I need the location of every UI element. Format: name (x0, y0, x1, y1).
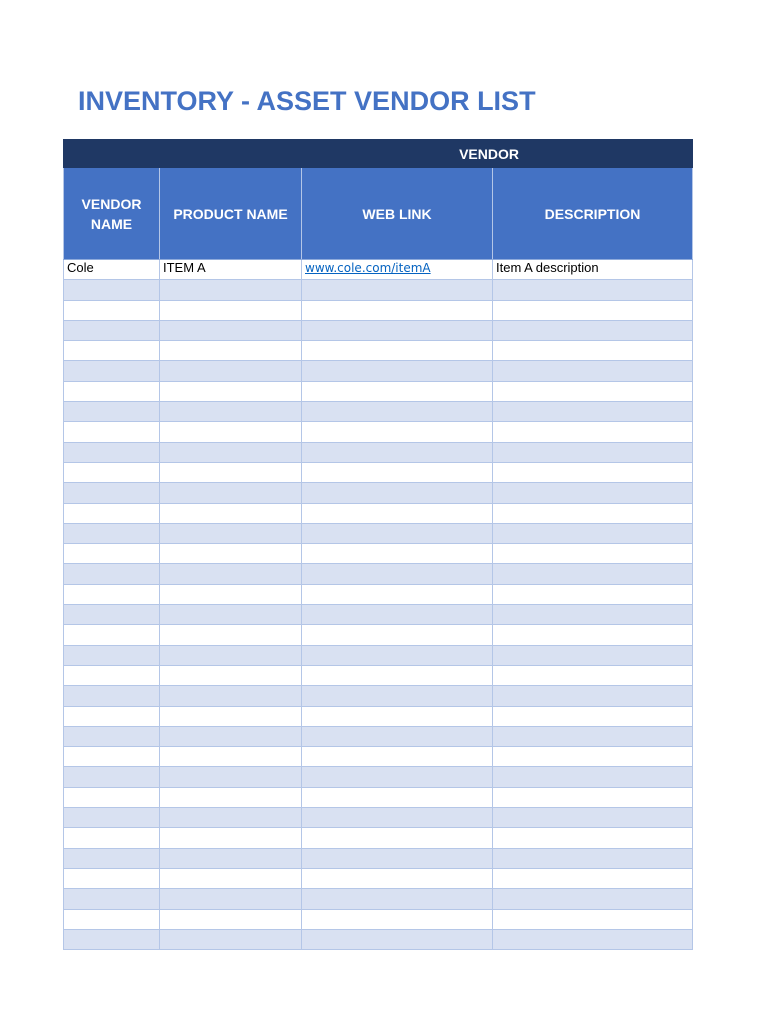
cell-web-link[interactable] (302, 260, 493, 280)
cell-product-name[interactable] (160, 726, 302, 746)
cell-web-link[interactable] (302, 341, 493, 361)
cell-vendor-name[interactable] (64, 767, 160, 787)
cell-description[interactable] (493, 868, 693, 888)
cell-description[interactable] (493, 341, 693, 361)
cell-description[interactable] (493, 808, 693, 828)
table-row (64, 929, 693, 949)
cell-description[interactable] (493, 605, 693, 625)
column-header-product-name: PRODUCT NAME (160, 168, 302, 260)
cell-description[interactable] (493, 767, 693, 787)
cell-web-link[interactable] (302, 442, 493, 462)
cell-product-name[interactable] (160, 442, 302, 462)
table-row (64, 523, 693, 543)
cell-description[interactable] (493, 929, 693, 949)
cell-description[interactable] (493, 381, 693, 401)
table-row (64, 665, 693, 685)
cell-product-name[interactable] (160, 706, 302, 726)
cell-description[interactable] (493, 483, 693, 503)
cell-description[interactable] (493, 280, 693, 300)
table-row (64, 767, 693, 787)
cell-vendor-name[interactable] (64, 828, 160, 848)
table-row (64, 544, 693, 564)
cell-web-link[interactable] (302, 747, 493, 767)
group-header-vendor (64, 140, 693, 168)
table-row (64, 686, 693, 706)
table-row (64, 909, 693, 929)
cell-product-name[interactable] (160, 686, 302, 706)
cell-product-name[interactable] (160, 381, 302, 401)
cell-web-link[interactable] (302, 726, 493, 746)
cell-web-link[interactable] (302, 564, 493, 584)
cell-product-name[interactable] (160, 402, 302, 422)
column-header-web-link: WEB LINK (302, 168, 493, 260)
cell-web-link[interactable] (302, 483, 493, 503)
cell-description[interactable] (493, 320, 693, 340)
cell-vendor-name[interactable] (64, 280, 160, 300)
table-row (64, 280, 693, 300)
cell-web-link[interactable] (302, 665, 493, 685)
cell-vendor-name[interactable] (64, 584, 160, 604)
cell-web-link[interactable] (302, 280, 493, 300)
cell-web-link[interactable] (302, 767, 493, 787)
cell-vendor-name[interactable] (64, 889, 160, 909)
cell-web-link[interactable] (302, 625, 493, 645)
cell-description[interactable] (493, 300, 693, 320)
table-row (64, 584, 693, 604)
cell-product-name[interactable] (160, 422, 302, 442)
cell-product-name[interactable] (160, 787, 302, 807)
cell-product-name[interactable] (160, 300, 302, 320)
table-row (64, 341, 693, 361)
cell-product-name[interactable] (160, 747, 302, 767)
cell-web-link[interactable] (302, 381, 493, 401)
table-row (64, 260, 693, 280)
cell-product-name[interactable] (160, 320, 302, 340)
web-link[interactable]: www.cole.com/itemA (305, 261, 431, 275)
cell-vendor-name[interactable] (64, 523, 160, 543)
cell-vendor-name[interactable] (64, 747, 160, 767)
cell-description[interactable] (493, 909, 693, 929)
cell-web-link[interactable] (302, 848, 493, 868)
cell-web-link[interactable] (302, 300, 493, 320)
cell-web-link[interactable] (302, 645, 493, 665)
cell-description[interactable] (493, 747, 693, 767)
table-row (64, 381, 693, 401)
table-row (64, 747, 693, 767)
cell-vendor-name[interactable] (64, 726, 160, 746)
cell-web-link[interactable] (302, 808, 493, 828)
column-header-description: DESCRIPTION (493, 168, 693, 260)
cell-web-link[interactable] (302, 605, 493, 625)
cell-web-link[interactable] (302, 929, 493, 949)
cell-vendor-name[interactable] (64, 808, 160, 828)
cell-web-link[interactable] (302, 909, 493, 929)
cell-web-link[interactable] (302, 889, 493, 909)
cell-description[interactable] (493, 889, 693, 909)
cell-product-name[interactable] (160, 665, 302, 685)
cell-description[interactable] (493, 523, 693, 543)
cell-description[interactable] (493, 828, 693, 848)
cell-web-link[interactable] (302, 544, 493, 564)
column-header-vendor-name: VENDOR NAME (64, 168, 160, 260)
cell-vendor-name[interactable] (64, 564, 160, 584)
cell-product-name[interactable] (160, 625, 302, 645)
cell-vendor-name[interactable] (64, 544, 160, 564)
cell-vendor-name[interactable] (64, 462, 160, 482)
cell-vendor-name[interactable] (64, 909, 160, 929)
page-title: INVENTORY - ASSET VENDOR LIST (78, 86, 536, 116)
cell-description[interactable]: Item A description (493, 260, 693, 280)
cell-product-name[interactable] (160, 828, 302, 848)
cell-web-link[interactable] (302, 787, 493, 807)
cell-vendor-name[interactable] (64, 625, 160, 645)
table-row (64, 889, 693, 909)
cell-vendor-name[interactable]: Cole (64, 260, 160, 280)
cell-product-name[interactable]: ITEM A (160, 260, 302, 280)
cell-vendor-name[interactable] (64, 381, 160, 401)
table-row (64, 442, 693, 462)
table-row (64, 706, 693, 726)
cell-description[interactable] (493, 564, 693, 584)
cell-description[interactable] (493, 584, 693, 604)
cell-description[interactable] (493, 402, 693, 422)
cell-vendor-name[interactable] (64, 848, 160, 868)
cell-description[interactable] (493, 726, 693, 746)
cell-web-link[interactable] (302, 523, 493, 543)
table-row (64, 300, 693, 320)
cell-vendor-name[interactable] (64, 442, 160, 462)
cell-vendor-name[interactable] (64, 645, 160, 665)
cell-web-link[interactable] (302, 868, 493, 888)
cell-web-link[interactable] (302, 462, 493, 482)
table-row (64, 848, 693, 868)
cell-description[interactable] (493, 787, 693, 807)
table-row (64, 808, 693, 828)
cell-web-link[interactable] (302, 320, 493, 340)
cell-description[interactable] (493, 706, 693, 726)
cell-product-name[interactable] (160, 848, 302, 868)
cell-web-link[interactable] (302, 828, 493, 848)
cell-web-link[interactable] (302, 402, 493, 422)
cell-vendor-name[interactable] (64, 929, 160, 949)
cell-description[interactable] (493, 361, 693, 381)
cell-web-link[interactable] (302, 422, 493, 442)
cell-vendor-name[interactable] (64, 300, 160, 320)
table-row (64, 320, 693, 340)
cell-product-name[interactable] (160, 462, 302, 482)
cell-vendor-name[interactable] (64, 361, 160, 381)
table-row (64, 726, 693, 746)
table-row (64, 483, 693, 503)
cell-product-name[interactable] (160, 645, 302, 665)
cell-vendor-name[interactable] (64, 503, 160, 523)
cell-vendor-name[interactable] (64, 605, 160, 625)
cell-product-name[interactable] (160, 523, 302, 543)
cell-web-link[interactable] (302, 706, 493, 726)
cell-product-name[interactable] (160, 889, 302, 909)
table-row (64, 503, 693, 523)
cell-web-link[interactable] (302, 361, 493, 381)
group-header-row (64, 140, 693, 168)
cell-vendor-name[interactable] (64, 686, 160, 706)
table-row (64, 868, 693, 888)
table-row (64, 564, 693, 584)
cell-product-name[interactable] (160, 503, 302, 523)
cell-description[interactable] (493, 645, 693, 665)
cell-product-name[interactable] (160, 584, 302, 604)
cell-product-name[interactable] (160, 341, 302, 361)
cell-vendor-name[interactable] (64, 341, 160, 361)
table-row (64, 645, 693, 665)
cell-description[interactable] (493, 462, 693, 482)
table-row (64, 605, 693, 625)
cell-description[interactable] (493, 665, 693, 685)
cell-vendor-name[interactable] (64, 402, 160, 422)
group-header-label: VENDOR (459, 145, 519, 162)
cell-product-name[interactable] (160, 605, 302, 625)
cell-product-name[interactable] (160, 808, 302, 828)
cell-vendor-name[interactable] (64, 787, 160, 807)
table-row (64, 787, 693, 807)
table-row (64, 462, 693, 482)
table-row (64, 422, 693, 442)
cell-vendor-name[interactable] (64, 483, 160, 503)
cell-description[interactable] (493, 625, 693, 645)
cell-product-name[interactable] (160, 280, 302, 300)
cell-vendor-name[interactable] (64, 422, 160, 442)
cell-vendor-name[interactable] (64, 665, 160, 685)
cell-product-name[interactable] (160, 361, 302, 381)
cell-description[interactable] (493, 686, 693, 706)
cell-description[interactable] (493, 544, 693, 564)
cell-product-name[interactable] (160, 909, 302, 929)
cell-product-name[interactable] (160, 929, 302, 949)
cell-vendor-name[interactable] (64, 320, 160, 340)
cell-description[interactable] (493, 422, 693, 442)
cell-vendor-name[interactable] (64, 706, 160, 726)
cell-product-name[interactable] (160, 564, 302, 584)
cell-web-link[interactable] (302, 503, 493, 523)
cell-web-link[interactable] (302, 686, 493, 706)
cell-vendor-name[interactable] (64, 868, 160, 888)
cell-description[interactable] (493, 848, 693, 868)
cell-product-name[interactable] (160, 767, 302, 787)
cell-product-name[interactable] (160, 868, 302, 888)
cell-product-name[interactable] (160, 544, 302, 564)
cell-description[interactable] (493, 442, 693, 462)
cell-product-name[interactable] (160, 483, 302, 503)
table-row (64, 361, 693, 381)
column-header-row (64, 168, 693, 260)
table-row (64, 828, 693, 848)
vendor-table (63, 139, 693, 950)
table-row (64, 625, 693, 645)
table-row (64, 402, 693, 422)
cell-web-link[interactable] (302, 584, 493, 604)
cell-description[interactable] (493, 503, 693, 523)
